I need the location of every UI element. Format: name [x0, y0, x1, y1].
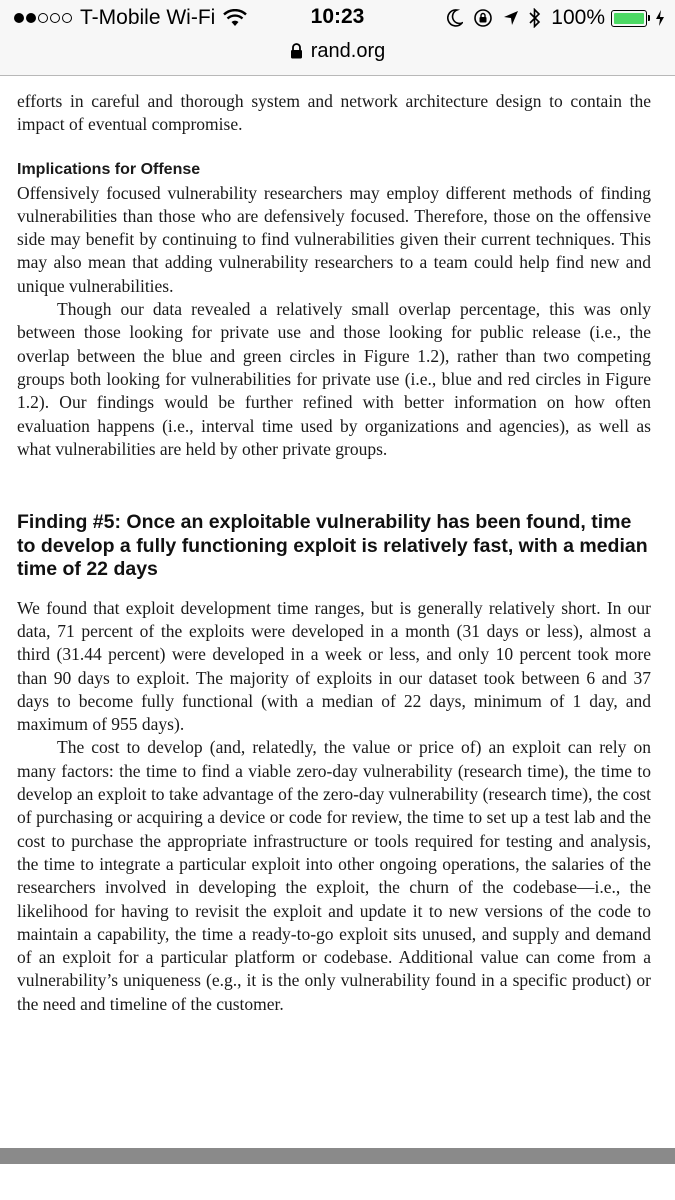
location-arrow-icon — [503, 10, 519, 26]
document-content — [17, 90, 651, 1016]
battery-level — [614, 13, 644, 24]
lock-icon — [290, 43, 303, 59]
charging-bolt-icon — [655, 9, 665, 27]
orientation-lock-icon — [473, 8, 493, 28]
battery-percent: 100% — [551, 6, 605, 29]
section-heading: Implications for Offense — [17, 160, 201, 178]
finding-paragraph-2: The cost to develop (and, relatedly, the value or price of) an exploit can rely on many factors: the time to find a viable zero-day vulnerability (research time), the time to develop an exploit to take advantage of the zero-day vulnerability (research time), the cost of purchasing or acquiring a device or code for review, the time to set up a test lab and the cost to purchase the appropriate infrastructure or tools required for testing and analysis, the time to integrate a particular exploit into other ongoing operations, the salaries of the researchers involved in developing the exploit, the churn of the codebase—i.e., the likelihood for having to revisit the exploit and update it to new versions of the code to maintain a capability, the time a ready-to-go exploit sits unused, and supply and demand of an exploit for a particular platform or codebase. Additional value can come from a vulnerability’s uniqueness (e.g., it is the only vulnerability found in a specific product) or the need and timeline of the customer. — [17, 737, 651, 1014]
finding-heading: Finding #5: Once an exploitable vulnerability has been found, time to develop a fully functioning exploit is relatively fast, with a median time of 22 days — [17, 511, 648, 581]
url-text[interactable]: rand.org — [310, 39, 386, 62]
battery-icon — [611, 10, 647, 27]
bluetooth-icon — [529, 8, 541, 28]
intro-paragraph: efforts in careful and thorough system and network architecture design to contain the impact of eventual compromise. — [17, 91, 651, 135]
finding-paragraph-1: We found that exploit development time ranges, but is generally relatively short. In our data, 71 percent of the exploits were developed in a month (31 days or less), almost a third (31.44 percent) were developed in a week or less, and only 10 percent took more than 90 days to exploit. The majority of exploits in our dataset took between 6 and 37 days to become fully functional (with a median of 22 days, minimum of 1 day, and maximum of 955 days). — [17, 597, 651, 735]
status-bar — [0, 0, 675, 36]
status-right — [437, 6, 665, 30]
address-bar[interactable] — [0, 36, 675, 66]
offense-paragraph-1: Offensively focused vulnerability researchers may employ different methods of finding vulnerabilities than those who are defensively focused. Therefore, those on the offensive side may benefit by continuing to find vulnerabilities given their current techniques. This may also mean that adding vulnerability researchers to a team could help find new and unique vulnerabilities. — [17, 182, 651, 296]
clock: 10:23 — [310, 5, 365, 28]
bottom-toolbar — [0, 1148, 675, 1164]
carrier-name: T-Mobile Wi-Fi — [80, 6, 216, 29]
browser-chrome — [0, 0, 675, 76]
offense-paragraph-2: Though our data revealed a relatively small overlap percentage, this was only between those looking for private use and those looking for public release (i.e., the overlap between the blue and green circles in Figure 1.2), rather than two competing groups both looking for vulnerabilities for private use (i.e., blue and red circles in Figure 1.2). Our findings would be further refined with better information on how often evaluation happens (i.e., interval time used by organizations and agencies), as well as what vulnerabilities are held by other private groups. — [17, 299, 651, 459]
moon-icon — [447, 9, 463, 27]
